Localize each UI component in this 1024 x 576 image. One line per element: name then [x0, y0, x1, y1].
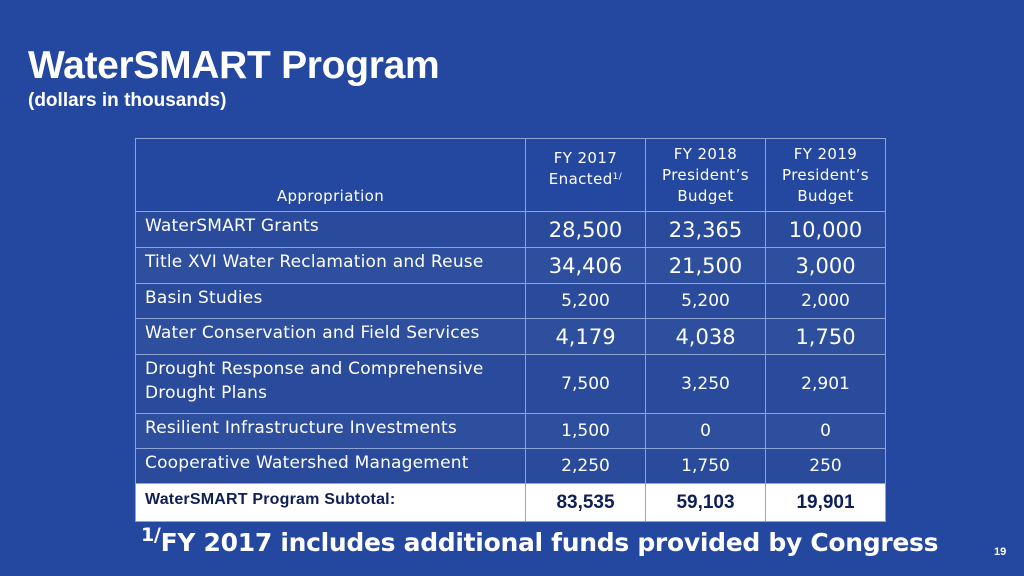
- slide-title: WaterSMART Program: [28, 44, 440, 87]
- cell-fy2018: 5,200: [646, 284, 766, 319]
- table-row: [136, 284, 886, 319]
- cell-fy2019: 1,750: [766, 319, 886, 355]
- subtotal-fy2018: 59,103: [646, 484, 766, 522]
- page-number: 19: [994, 546, 1007, 558]
- cell-fy2017: 1,500: [526, 414, 646, 449]
- cell-fy2017: 2,250: [526, 449, 646, 484]
- cell-fy2018: 3,250: [646, 355, 766, 414]
- cell-fy2018: 1,750: [646, 449, 766, 484]
- row-label: Drought Response and Comprehensive Drought Plans: [136, 355, 526, 414]
- cell-fy2017: 7,500: [526, 355, 646, 414]
- row-label: Resilient Infrastructure Investments: [136, 414, 526, 449]
- cell-fy2019: 0: [766, 414, 886, 449]
- cell-fy2019: 250: [766, 449, 886, 484]
- cell-fy2019: 2,901: [766, 355, 886, 414]
- cell-fy2018: 21,500: [646, 248, 766, 284]
- row-label: Basin Studies: [136, 284, 526, 319]
- cell-fy2019: 2,000: [766, 284, 886, 319]
- table-row: [136, 355, 886, 414]
- cell-fy2019: 10,000: [766, 212, 886, 248]
- row-label: Water Conservation and Field Services: [136, 319, 526, 355]
- row-label: Cooperative Watershed Management: [136, 449, 526, 484]
- header-fy2018: FY 2018 President’s Budget: [646, 139, 766, 212]
- table-row: [136, 414, 886, 449]
- header-fy2019: FY 2019 President’s Budget: [766, 139, 886, 212]
- subtotal-fy2019: 19,901: [766, 484, 886, 522]
- footnote-text: FY 2017 includes additional funds provided by Congress: [160, 528, 939, 557]
- subtotal-row: [136, 484, 886, 522]
- header-appropriation: Appropriation: [136, 139, 526, 212]
- footnote: [141, 524, 939, 557]
- cell-fy2018: 0: [646, 414, 766, 449]
- appropriations-table: [135, 138, 886, 522]
- table-header-row: [136, 139, 886, 212]
- cell-fy2017: 4,179: [526, 319, 646, 355]
- cell-fy2018: 4,038: [646, 319, 766, 355]
- cell-fy2017: 5,200: [526, 284, 646, 319]
- table-row: [136, 212, 886, 248]
- table-row: [136, 248, 886, 284]
- subtotal-fy2017: 83,535: [526, 484, 646, 522]
- footnote-marker: 1/: [141, 524, 161, 546]
- cell-fy2018: 23,365: [646, 212, 766, 248]
- cell-fy2019: 3,000: [766, 248, 886, 284]
- header-fy2017: FY 2017 Enacted$^{1/}$: [526, 139, 646, 212]
- row-label: Title XVI Water Reclamation and Reuse: [136, 248, 526, 284]
- table-row: [136, 319, 886, 355]
- subtotal-label: WaterSMART Program Subtotal:: [136, 484, 526, 522]
- cell-fy2017: 34,406: [526, 248, 646, 284]
- table-row: [136, 449, 886, 484]
- row-label: WaterSMART Grants: [136, 212, 526, 248]
- cell-fy2017: 28,500: [526, 212, 646, 248]
- slide-subtitle: (dollars in thousands): [28, 90, 227, 111]
